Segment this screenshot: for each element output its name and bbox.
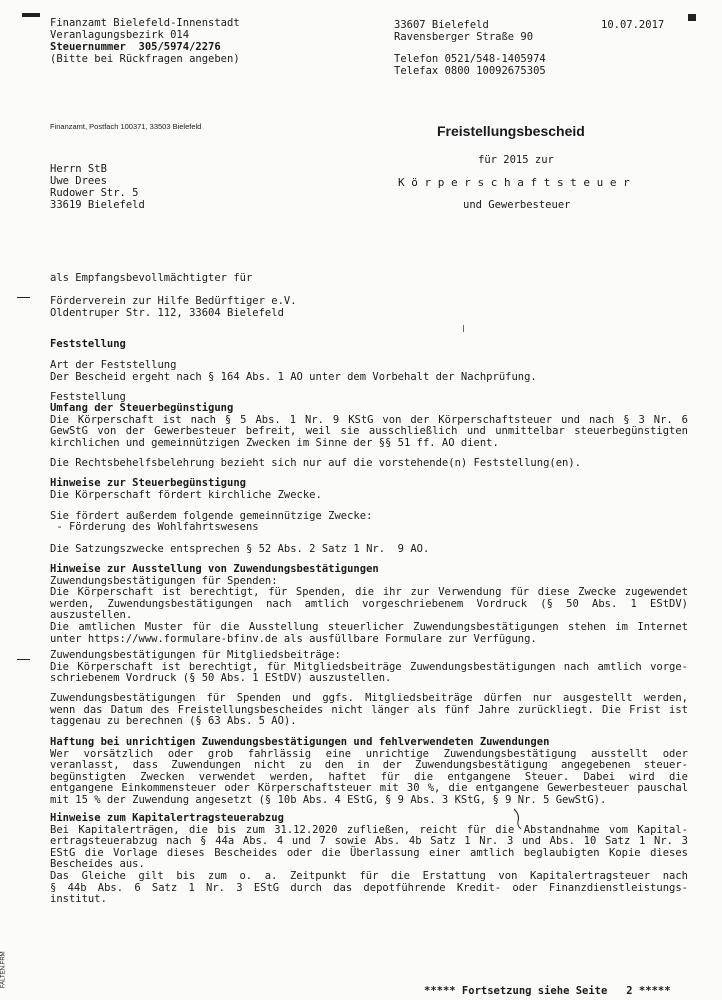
- representative-label: als Empfangsbevollmächtigter für: [50, 272, 253, 284]
- section-mitgliedsbeitraege: [50, 650, 688, 685]
- kapitalertrag-line: institut.: [50, 893, 107, 906]
- ausstellung-line: werden, Zuwendungsbestätigungen nach amtlich vorgeschriebenem Vordruck (§ 50 Abs. 1 EStDV): [50, 597, 688, 610]
- haftung-line: mit 15 % der Zuwendung angesetzt (§ 10b Abs. 4 EStG, § 9 Abs. 3 KStG, § 9 Nr. 5 GewStG).: [50, 793, 607, 806]
- kapitalertrag-line: § 44b Abs. 6 Satz 1 Nr. 3 EStG durch das depotführende Kredit- oder Finanzdienstleistungs-: [50, 881, 688, 894]
- hinweise-line-4: Die Satzungszwecke entsprechen § 52 Abs. 2 Satz 1 Nr. 9 AO.: [50, 543, 430, 555]
- title-tax-type: K ö r p e r s c h a f t s t e u e r: [398, 176, 630, 189]
- art-label: Art der Feststellung: [50, 359, 177, 371]
- ausstellung-line: auszustellen.: [50, 609, 133, 622]
- margin-mark: [463, 325, 464, 332]
- section-heading-hinweise: Hinweise zur Steuerbegünstigung: [50, 477, 246, 489]
- fold-mark-lower: [17, 659, 30, 660]
- section-umfang: [50, 403, 688, 449]
- umfang-line: GewStG von der Gewerbesteuer befreit, weil sie ausschließlich und unmittelbar steuerbegünstigten: [50, 425, 688, 438]
- fold-mark-top-right: [688, 14, 696, 21]
- kapitalertrag-line: Bescheides aus.: [50, 858, 145, 871]
- feststellung-label: Feststellung: [50, 391, 126, 403]
- ausstellung-line: Die Körperschaft ist berechtigt, für Spenden, die ihr zur Verwendung für diese Zwecke zugewendet: [50, 586, 688, 599]
- recipient-line-1: Herrn StB: [50, 163, 107, 175]
- art-text: Der Bescheid ergeht nach § 164 Abs. 1 AO unter dem Vorbehalt der Nachprüfung.: [50, 371, 537, 383]
- organization-address: Oldentruper Str. 112, 33604 Bielefeld: [50, 307, 284, 319]
- ausstellung-subheading-spenden: Zuwendungsbestätigungen für Spenden:: [50, 574, 278, 587]
- recipient-line-4: 33619 Bielefeld: [50, 199, 145, 211]
- continuation-note: ***** Fortsetzung siehe Seite 2 *****: [424, 985, 671, 997]
- tax-office-name: Finanzamt Bielefeld-Innenstadt: [50, 17, 240, 29]
- fold-mark-top-left: [22, 13, 40, 17]
- section-kapitalertrag: [50, 813, 688, 906]
- umfang-last-line: kirchlichen und gemeinnützigen Zwecken im Sinne der §§ 51 ff. AO dient.: [50, 436, 499, 449]
- section-heading-ausstellung: Hinweise zur Ausstellung von Zuwendungsbestätigungen: [50, 563, 379, 575]
- recipient-line-2: Uwe Drees: [50, 175, 107, 187]
- sender-line: Finanzamt, Postfach 100371, 33503 Bielefeld: [50, 122, 202, 131]
- remedy-note: Die Rechtsbehelfsbelehrung bezieht sich nur auf die vorstehende(n) Feststellung(en).: [50, 457, 582, 469]
- mitglieder-line: Die Körperschaft ist berechtigt, für Mitgliedsbeiträge Zuwendungsbestätigungen nach amtlich vorge-: [50, 660, 688, 673]
- hinweise-line-3: - Förderung des Wohlfahrtswesens: [50, 521, 259, 533]
- hinweise-line-2: Sie fördert außerdem folgende gemeinnützige Zwecke:: [50, 510, 373, 522]
- title-year: für 2015 zur: [478, 154, 554, 166]
- section-heading-umfang: Umfang der Steuerbegünstigung: [50, 402, 234, 414]
- assessment-district: Veranlagungsbezirk 014: [50, 29, 190, 41]
- frist-line: taggenau zu berechnen (§ 63 Abs. 5 AO).: [50, 715, 297, 728]
- haftung-line: entgangene Einkommensteuer oder Körperschaftsteuer mit 30 %, die entgangene Gewerbesteuer pauschal: [50, 782, 688, 795]
- fold-mark-middle: [17, 297, 30, 298]
- mitglieder-line: schriebenem Vordruck (§ 50 Abs. 1 EStDV) auszustellen.: [50, 672, 392, 685]
- ausstellung-line: Die amtlichen Muster für die Ausstellung steuerlicher Zuwendungsbestätigungen stehen im Internet: [50, 620, 688, 633]
- haftung-line: veranlasst, dass Zuwendungen nicht zu den in der Zuwendungsbestätigung angegebenen steuer-: [50, 759, 688, 772]
- query-note: (Bitte bei Rückfragen angeben): [50, 53, 240, 65]
- frist-line: wenn das Datum des Freistellungsbescheides nicht länger als fünf Jahre zurückliegt. Die Frist ist: [50, 703, 688, 716]
- office-phone: Telefon 0521/548-1405974: [394, 53, 546, 65]
- section-haftung: [50, 737, 688, 807]
- office-fax: Telefax 0800 10092675305: [394, 65, 546, 77]
- haftung-line: Wer vorsätzlich oder grob fahrlässig eine unrichtige Zuwendungsbestätigung ausstellt oder: [50, 747, 688, 760]
- kapitalertrag-line: Bei Kapitalerträgen, die bis zum 31.12.2020 zufließen, reicht für die Abstandnahme vom Kapital-: [50, 823, 688, 836]
- letter-date: 10.07.2017: [601, 19, 665, 31]
- tax-number: Steuernummer 305/5974/2276: [50, 41, 221, 53]
- section-heading-kapitalertrag: Hinweise zum Kapitalertragsteuerabzug: [50, 812, 284, 824]
- section-heading-feststellung: Feststellung: [50, 338, 126, 350]
- kapitalertrag-line: Das Gleiche gilt bis zum o. a. Zeitpunkt für die Erstattung von Kapitalertragsteuer nach: [50, 869, 688, 882]
- organization-name: Förderverein zur Hilfe Bedürftiger e.V.: [50, 295, 297, 307]
- umfang-line: Die Körperschaft ist nach § 5 Abs. 1 Nr. 9 KStG von der Körperschaftsteuer und nach § 3 Nr. 6: [50, 413, 688, 426]
- kapitalertrag-line: EStG die Vorlage dieses Bescheides oder die Überlassung einer amtlich beglaubigten Kopie dieses: [50, 846, 688, 859]
- ausstellung-subheading-mitglieder: Zuwendungsbestätigungen für Mitgliedsbeiträge:: [50, 649, 341, 661]
- section-frist: [50, 693, 688, 728]
- haftung-line: begünstigten Zwecken verwendet werden, haftet für die entgangene Steuer. Dabei wird die: [50, 770, 688, 783]
- office-street: Ravensberger Straße 90: [394, 31, 534, 43]
- side-form-mark: FALTEN.FRM: [0, 951, 7, 989]
- section-ausstellung: [50, 564, 688, 645]
- ausstellung-link-line: unter https://www.formulare-bfinv.de als ausfüllbare Formulare zur Verfügung.: [50, 632, 537, 645]
- frist-line: Zuwendungsbestätigungen für Spenden und ggfs. Mitgliedsbeiträge dürfen nur ausgestellt werden,: [50, 692, 688, 704]
- document-title: Freistellungsbescheid: [437, 123, 585, 139]
- title-extra: und Gewerbesteuer: [463, 199, 571, 211]
- hinweise-line-1: Die Körperschaft fördert kirchliche Zwecke.: [50, 489, 322, 501]
- pen-mark: [512, 807, 524, 831]
- kapitalertrag-line: ertragsteuerabzug nach § 44a Abs. 4 und 7 sowie Abs. 4b Satz 1 Nr. 3 und Abs. 10 Satz 1 Nr. 3: [50, 835, 688, 848]
- section-heading-haftung: Haftung bei unrichtigen Zuwendungsbestätigungen und fehlverwendeten Zuwendungen: [50, 736, 550, 748]
- office-city: 33607 Bielefeld: [394, 19, 489, 31]
- recipient-line-3: Rudower Str. 5: [50, 187, 139, 199]
